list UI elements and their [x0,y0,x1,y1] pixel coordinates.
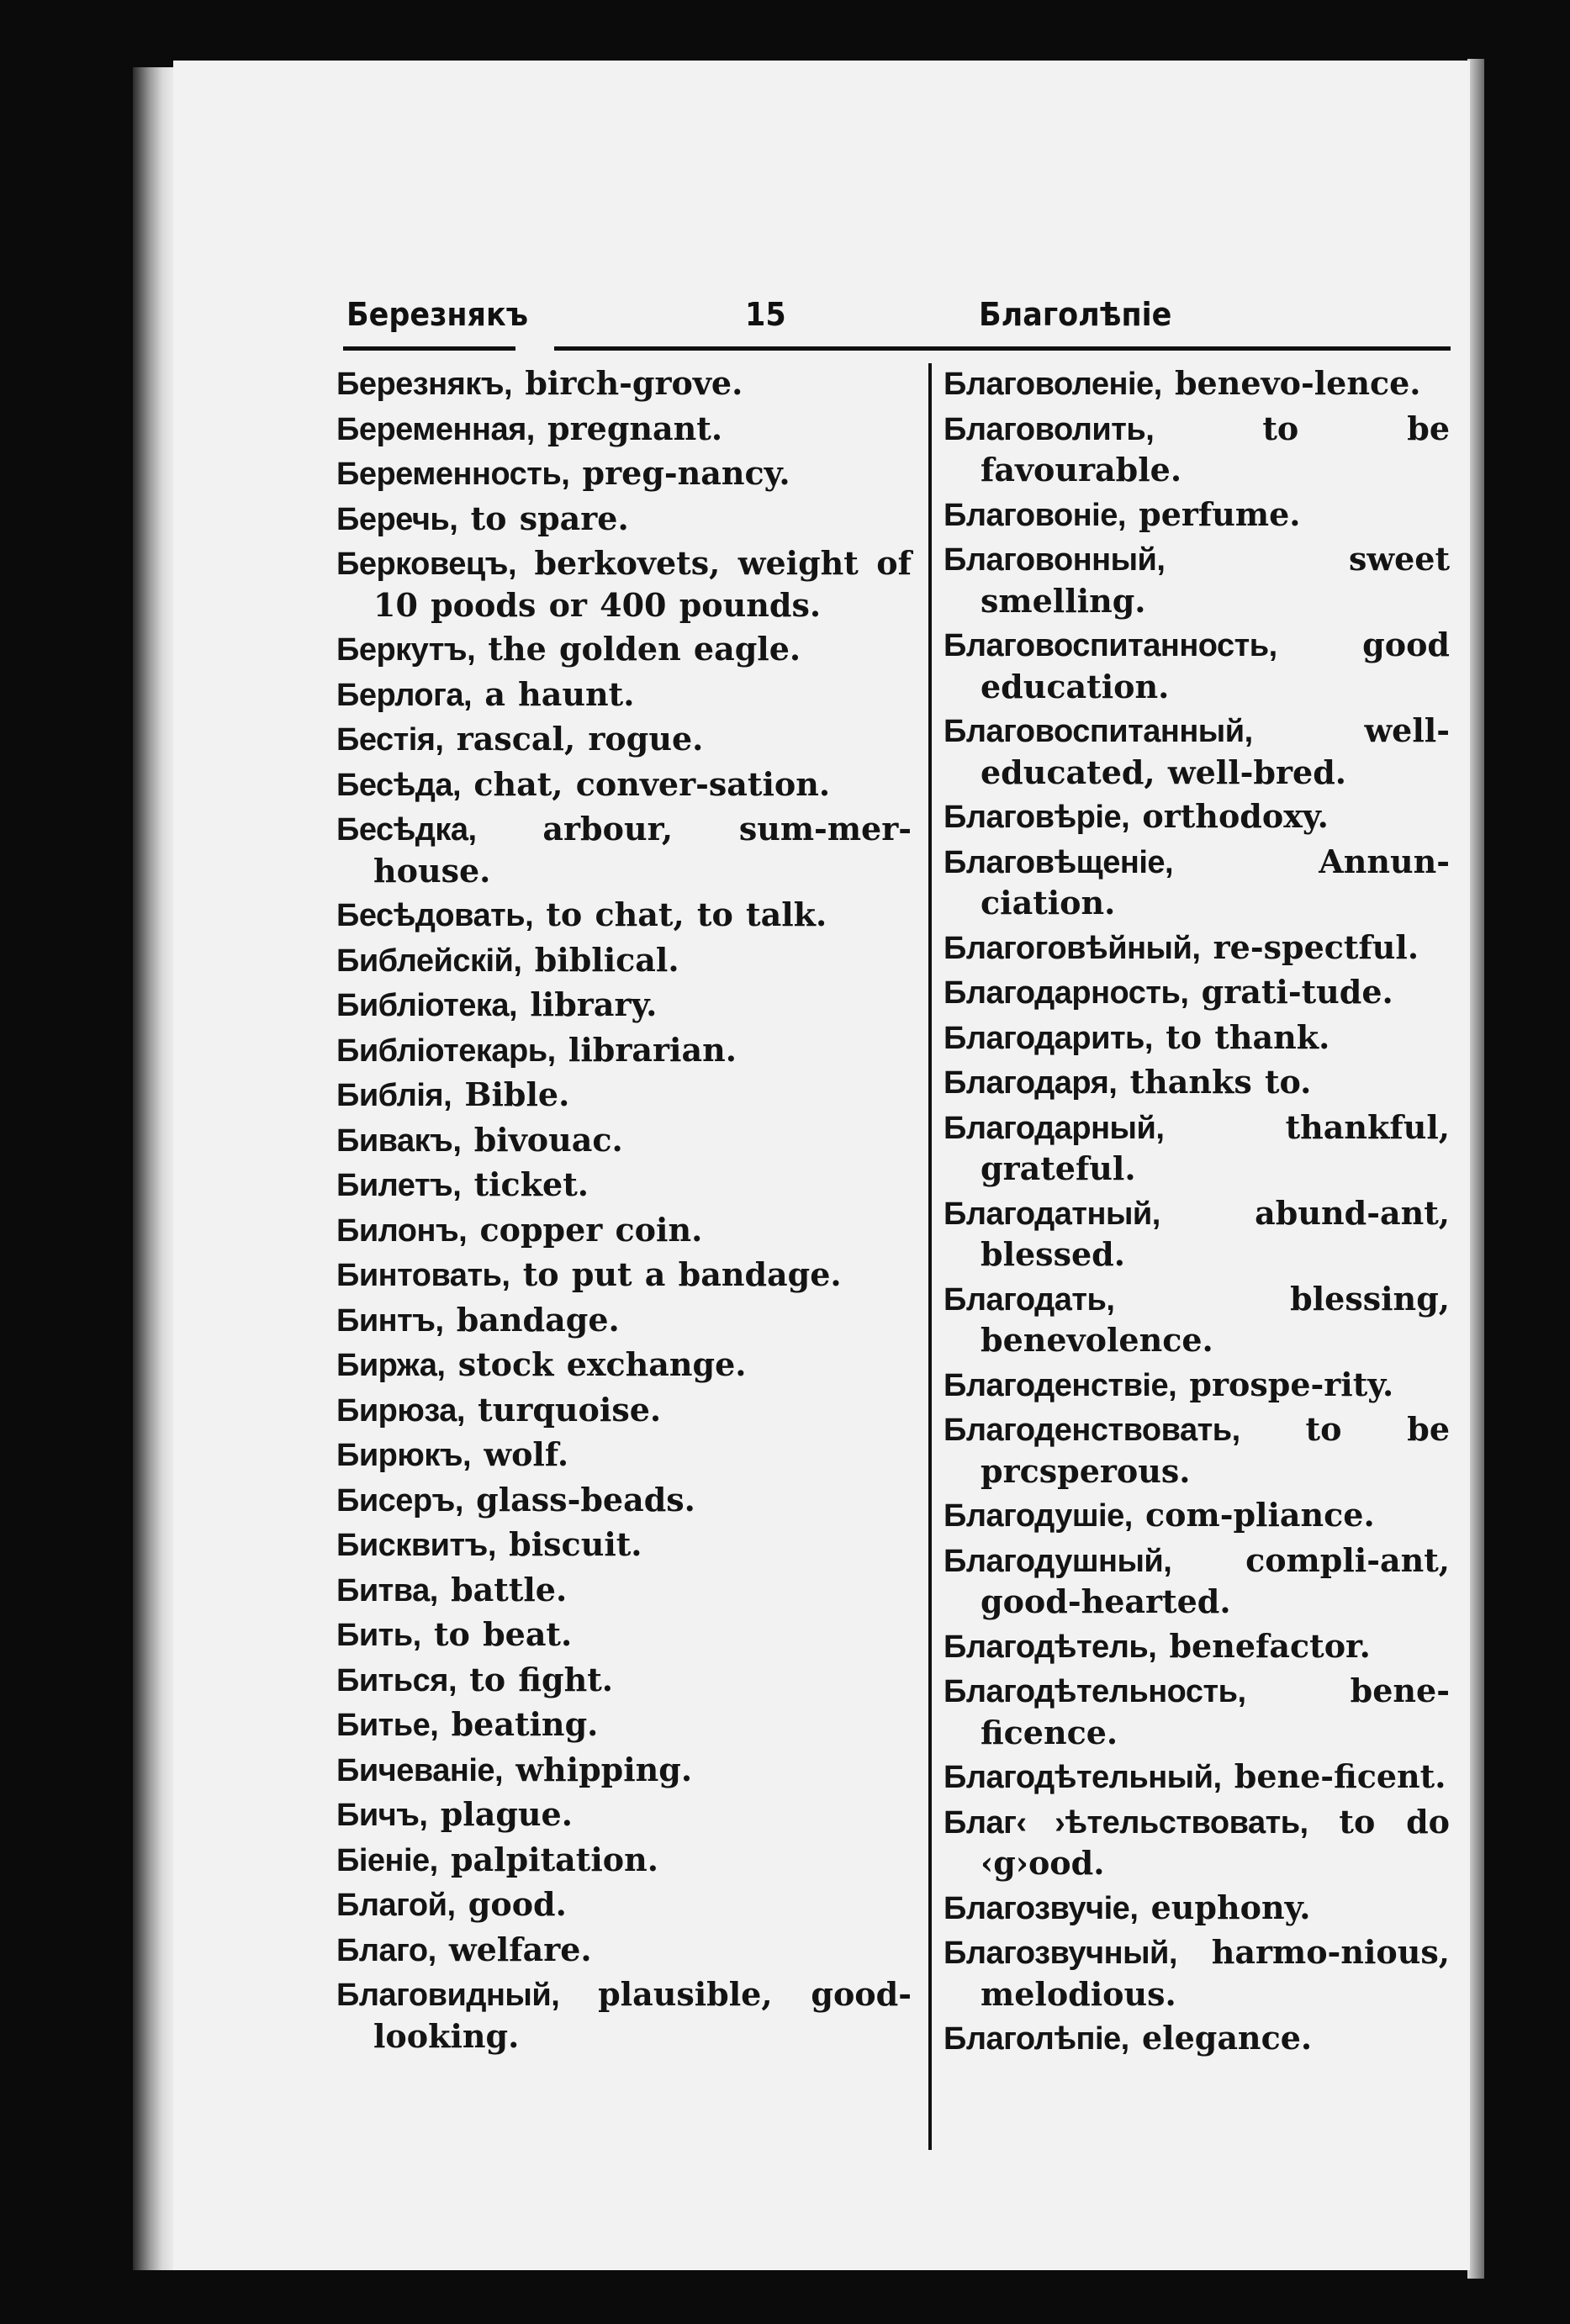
entry-definition: good. [468,1885,567,1923]
entry-headword: Благой, [336,1888,456,1923]
entry-definition: biscuit. [509,1525,642,1563]
entry-headword: Благодать, [944,1281,1115,1318]
entry-definition: to be favourable. [981,409,1451,489]
dictionary-entry [944,842,1450,924]
entry-headword: Благодѣтельность, [944,1674,1246,1709]
dictionary-entry [944,1626,1450,1668]
dictionary-entry [336,499,912,541]
dictionary-entry [944,1932,1450,2015]
entry-headword: Благодарность, [944,975,1189,1011]
entry-headword: Билетъ, [336,1168,462,1203]
entry-headword: Благодушный, [944,1543,1172,1579]
entry-definition: good education. [981,626,1450,705]
entry-headword: Бить, [336,1618,421,1653]
column-divider [928,363,932,2150]
dictionary-entry [336,543,912,626]
left-page-edge [133,67,175,2270]
entry-headword: Бинтъ, [336,1302,444,1339]
entry-definition: welfare. [448,1930,592,1968]
entry-headword: Благодѣтель, [944,1629,1157,1665]
entry-headword: Благодарить, [944,1020,1153,1056]
entry-definition: bandage. [456,1300,620,1339]
entry-headword: Бирюза, [336,1392,465,1429]
entry-headword: Благовидный, [336,1978,560,2013]
entry-definition: pregnant. [547,409,723,447]
dictionary-entry [336,895,912,937]
entry-definition: euphony. [1150,1888,1311,1926]
entry-headword: Библіотекарь, [336,1033,556,1069]
entry-definition: copper coin. [479,1210,703,1249]
entry-definition: wolf. [484,1435,569,1473]
dictionary-entry [336,1480,912,1522]
entry-headword: Благовѣріе, [944,800,1130,835]
dictionary-entry [336,764,912,806]
entry-headword: Бичеваніе, [336,1752,504,1788]
dictionary-entry [336,1930,912,1972]
entry-headword: Берковецъ, [336,547,517,582]
right-guide-word: Благолѣпіе [979,296,1172,333]
dictionary-entry [336,1974,912,2057]
entry-headword: Благовѣщеніе, [944,844,1174,880]
entry-headword: Благодушіе, [944,1498,1133,1534]
entry-headword: Благовоніе, [944,497,1126,533]
entry-headword: Беречь, [336,501,458,537]
dictionary-entry [944,1671,1450,1753]
entry-headword: Билонъ, [336,1212,468,1249]
entry-headword: Бесѣдка, [336,812,477,848]
entry-headword: Библіотека, [336,988,518,1023]
entry-headword: Бинтовать, [336,1258,510,1293]
entry-definition: to thank. [1166,1017,1330,1056]
dictionary-entry [336,940,912,982]
entry-headword: Бесѣда, [336,767,462,803]
entry-definition: library. [530,985,658,1023]
entry-headword: Берлога, [336,677,473,713]
dictionary-entry [336,1704,912,1746]
entry-definition: sweet smelling. [981,540,1450,620]
entry-definition: beating. [451,1705,599,1743]
dictionary-entry [944,1193,1450,1276]
entry-headword: Біеніе, [336,1842,438,1878]
entry-definition: palpitation. [450,1840,658,1878]
dictionary-entry [944,1279,1450,1361]
entry-headword: Библейскій, [336,943,522,979]
dictionary-entry [336,1570,912,1612]
dictionary-entry [944,1017,1450,1059]
dictionary-entry [944,710,1450,793]
dictionary-entry [944,625,1450,707]
entry-definition: plague. [440,1795,573,1833]
entry-definition: battle. [451,1570,568,1608]
entry-headword: Благодаря, [944,1065,1118,1101]
dictionary-entry [336,1660,912,1702]
dictionary-entry [944,1062,1450,1104]
entry-headword: Благоговѣйный, [944,930,1201,966]
left-guide-word: Березнякъ [346,296,529,333]
entry-headword: Благоволеніе, [944,367,1162,402]
entry-headword: Битва, [336,1572,438,1608]
page-number: 15 [745,296,786,333]
entry-definition: arbour, sum-mer-house. [373,810,912,890]
entry-headword: Бисквитъ, [336,1528,496,1563]
dictionary-entry [336,1254,912,1297]
entry-definition: bene-ficent. [1234,1757,1446,1795]
entry-definition: benevo-lence. [1174,364,1421,402]
entry-headword: Благовоспитанный, [944,714,1253,749]
entry-definition: to fight. [469,1660,613,1698]
dictionary-entry [336,1344,912,1386]
dictionary-page [173,61,1470,2270]
dictionary-entry [336,1750,912,1792]
dictionary-entry [944,409,1450,491]
entry-headword: Беременность, [336,457,570,492]
entry-definition: a haunt. [484,674,635,713]
dictionary-entry [336,1120,912,1162]
dictionary-entry [944,494,1450,536]
entry-definition: glass-beads. [476,1480,695,1519]
entry-headword: Благолѣпіе, [944,2021,1129,2057]
entry-definition: preg-nancy. [582,454,790,492]
entry-definition: to do ‹g›ood. [981,1802,1451,1882]
entry-headword: Биржа, [336,1348,446,1383]
entry-definition: abund-ant, blessed. [981,1193,1450,1273]
dictionary-entry [944,363,1450,405]
entry-definition: thanks to. [1129,1063,1312,1101]
dictionary-entry [944,1365,1450,1407]
entry-headword: Благовонный, [944,542,1166,578]
dictionary-entry [336,363,912,405]
entry-definition: benefactor. [1169,1626,1371,1665]
entry-headword: Бестія, [336,722,444,758]
dictionary-entry [944,927,1450,969]
dictionary-entry [944,1107,1450,1190]
entry-definition: thankful, grateful. [981,1107,1450,1187]
dictionary-entry [944,1888,1450,1930]
dictionary-entry [336,409,912,451]
entry-definition: compli-ant, good-hearted. [981,1540,1450,1620]
entry-definition: Bible. [464,1075,570,1113]
entry-definition: bivouac. [473,1120,623,1159]
dictionary-entry [336,1794,912,1836]
entry-definition: to beat. [433,1615,573,1653]
left-column [336,363,912,2060]
entry-definition: to spare. [470,499,629,537]
entry-headword: Бесѣдовать, [336,898,534,933]
entry-definition: grati-tude. [1201,973,1393,1011]
dictionary-entry [336,1210,912,1252]
dictionary-entry [944,1756,1450,1798]
entry-definition: harmo-nious, melodious. [981,1933,1450,2013]
dictionary-entry [944,1802,1450,1884]
entry-definition: rascal, rogue. [456,720,704,758]
entry-headword: Беркутъ, [336,632,476,668]
entry-headword: Благозвучіе, [944,1890,1139,1926]
entry-headword: Библія, [336,1078,452,1113]
entry-definition: bene-ficence. [981,1672,1450,1751]
entry-headword: Бичъ, [336,1798,428,1833]
entry-headword: Бирюкъ, [336,1438,472,1473]
running-head [173,229,1470,333]
dictionary-entry [336,985,912,1027]
entry-definition: whipping. [515,1750,693,1788]
entry-definition: the golden eagle. [488,630,801,668]
dictionary-entry [336,1075,912,1117]
dictionary-entry [336,1030,912,1072]
dictionary-entry [944,1540,1450,1623]
entry-headword: Благо, [336,1932,436,1968]
entry-definition: elegance. [1141,2019,1313,2057]
entry-headword: Беременная, [336,411,535,447]
entry-headword: Благоденствовать, [944,1413,1240,1448]
right-column [944,363,1450,2063]
entry-definition: ticket. [473,1165,589,1203]
dictionary-entry [336,1165,912,1207]
entry-headword: Благ‹ ›ѣтельствовать, [944,1804,1308,1841]
entry-definition: Annun-ciation. [981,842,1450,922]
dictionary-entry [944,972,1450,1014]
header-rule-right [554,346,1451,351]
dictionary-entry [336,1434,912,1476]
entry-definition: stock exchange. [457,1345,747,1383]
right-page-edge [1467,59,1484,2279]
entry-definition: librarian. [568,1030,737,1069]
entry-definition: to be prcsperous. [981,1410,1450,1490]
dictionary-entry [336,629,912,671]
entry-definition: chat, conver-sation. [473,764,831,803]
header-rule-left [343,346,515,351]
entry-definition: perfume. [1139,494,1301,533]
dictionary-entry [944,1495,1450,1537]
dictionary-entry [336,1884,912,1926]
entry-definition: prospe-rity. [1189,1365,1394,1403]
dictionary-entry [336,1840,912,1882]
dictionary-entry [944,539,1450,621]
dictionary-entry [336,674,912,716]
entry-definition: com-pliance. [1145,1496,1375,1534]
entry-definition: birch-grove. [525,364,743,402]
entry-headword: Благодѣтельный, [944,1760,1222,1795]
dictionary-entry [336,453,912,495]
dictionary-entry [336,1614,912,1656]
entry-definition: to chat, to talk. [546,895,827,933]
dictionary-entry [336,719,912,761]
dictionary-entry [944,2018,1450,2060]
entry-headword: Благодарный, [944,1110,1165,1146]
entry-definition: plausible, good-looking. [373,1975,912,2055]
entry-headword: Благодатный, [944,1196,1160,1232]
entry-definition: biblical. [534,940,679,979]
entry-definition: well-educated, well-bred. [981,711,1450,791]
dictionary-entry [336,1300,912,1342]
entry-headword: Благозвучный, [944,1936,1177,1971]
entry-headword: Благоденствіе, [944,1367,1177,1403]
entry-definition: berkovets, weight of 10 poods or 400 pounds. [373,544,912,624]
entry-headword: Битье, [336,1708,439,1743]
entry-headword: Бисеръ, [336,1482,463,1519]
entry-headword: Благовоспитанность, [944,628,1277,663]
entry-definition: turquoise. [478,1390,662,1429]
entry-definition: blessing, benevolence. [981,1279,1450,1359]
entry-headword: Благоволить, [944,411,1155,447]
entry-headword: Березнякъ, [336,367,513,402]
entry-definition: to put a bandage. [522,1255,842,1293]
dictionary-entry [944,1409,1450,1492]
dictionary-entry [944,796,1450,838]
entry-headword: Бивакъ, [336,1122,462,1159]
entry-definition: re-spectful. [1213,927,1419,966]
dictionary-entry [336,1390,912,1432]
entry-definition: orthodoxy. [1142,797,1329,835]
entry-headword: Биться, [336,1662,457,1698]
dictionary-entry [336,809,912,891]
dictionary-entry [336,1524,912,1566]
